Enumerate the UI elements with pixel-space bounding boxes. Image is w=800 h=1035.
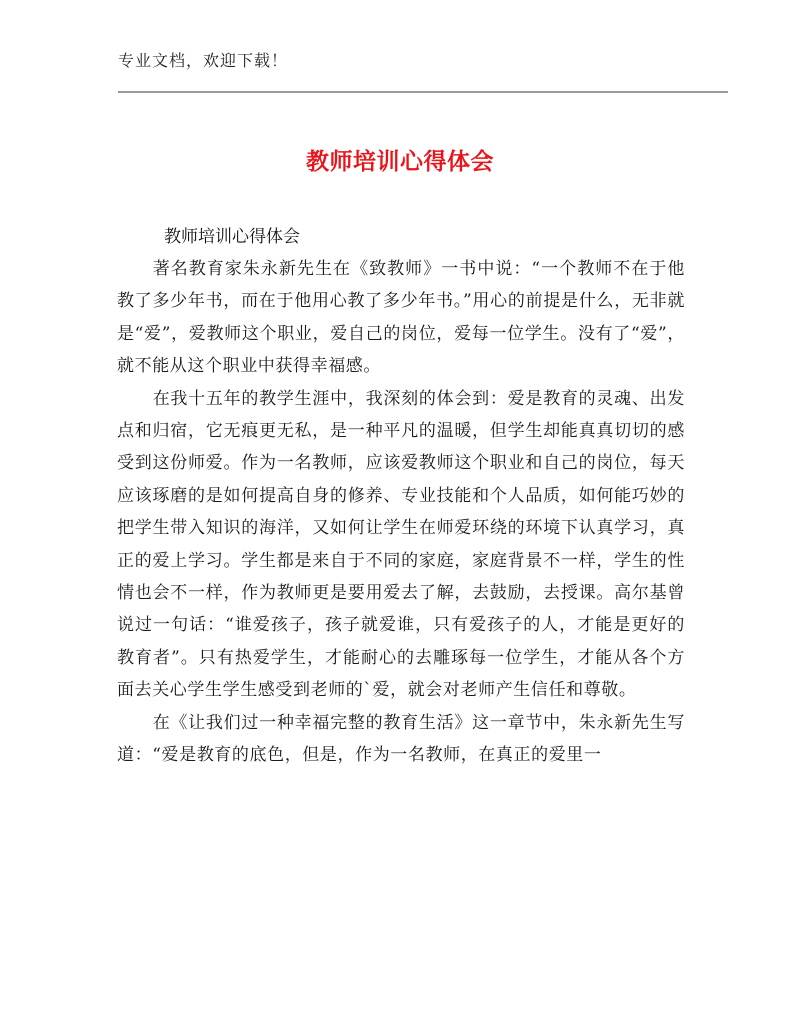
document-subtitle: 教师培训心得体会	[164, 227, 300, 247]
paragraph-3: 在《让我们过一种幸福完整的教育生活》这一章节中，朱永新先生写道：“爱是教育的底色，但是，作为一名教师，在真正的爱里一	[117, 712, 685, 766]
paragraph-1: 著名教育家朱永新先生在《致教师》一书中说：“一个教师不在于他教了多少年书，而在于他用心教了多少年书。”用心的前提是什么，无非就是“爱”，爱教师这个职业，爱自己的岗位，爱每一位学生。没有了“爱”，就不能从这个职业中获得幸福感。	[117, 259, 685, 377]
header-note: 专业文档，欢迎下载！	[118, 51, 289, 70]
document-title: 教师培训心得体会	[306, 149, 494, 175]
document-body	[117, 253, 685, 772]
paragraph-2: 在我十五年的教学生涯中，我深刻的体会到：爱是教育的灵魂、出发点和归宿，它无痕更无私，是一种平凡的温暖，但学生却能真真切切的感受到这份师爱。作为一名教师，应该爱教师这个职业和自己的岗位，每天应该琢磨的是如何提高自身的修养、专业技能和个人品质，如何能巧妙的把学生带入知识的海洋，又如何让学生在师爱环绕的环境下认真学习，真正的爱上学习。学生都是来自于不同的家庭，家庭背景不一样，学生的性情也会不一样，作为教师更是要用爱去了解，去鼓励，去授课。高尔基曾说过一句话：“谁爱孩子，孩子就爱谁，只有爱孩子的人，才能是更好的教育者”。只有热爱学生，才能耐心的去雕琢每一位学生，才能从各个方面去关心学生学生感受到老师的`爱，就会对老师产生信任和尊敬。	[117, 388, 685, 701]
header-divider	[118, 91, 728, 93]
